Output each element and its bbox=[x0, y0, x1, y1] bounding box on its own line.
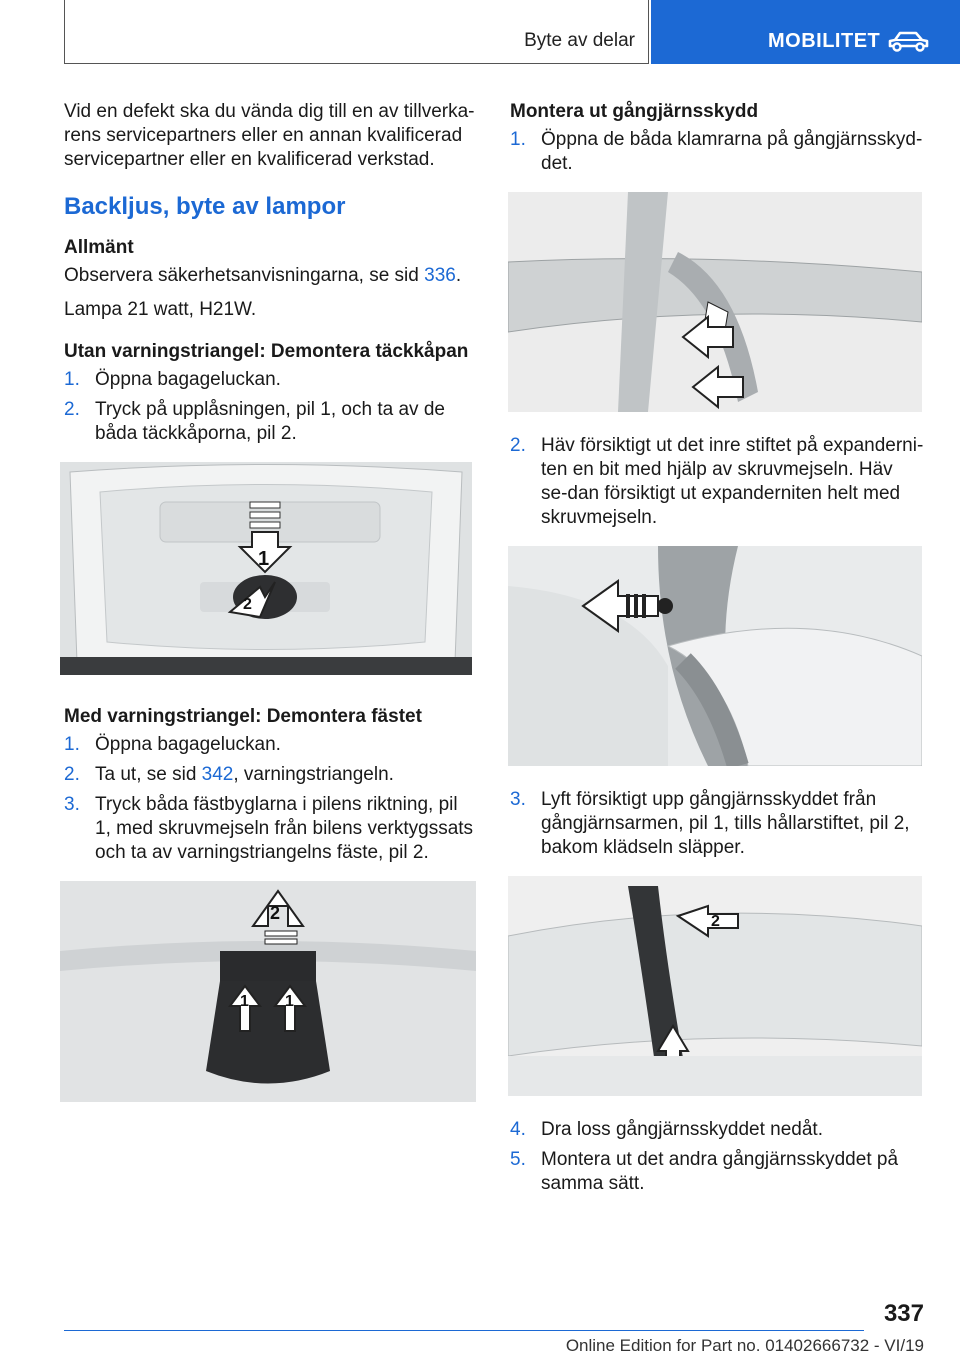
hinge-steps-cont2 bbox=[510, 788, 924, 860]
cover-steps bbox=[64, 368, 476, 446]
general-text: Observera säkerhetsanvisningarna, se sid 336. bbox=[64, 265, 462, 286]
list-item: 2. Häv försiktigt ut det inre stiftet på expanderni-ten en bit med hjälp av skruvmejseln. Häv se-dan försiktigt ut expanderniten helt med skruvmejseln. bbox=[510, 435, 924, 528]
footer-divider bbox=[64, 1330, 864, 1331]
hinge-steps-cont3 bbox=[510, 1118, 924, 1196]
figure-label-1: 1 bbox=[285, 993, 294, 1010]
intro-text: Vid en defekt ska du vända dig till en av tillverka-rens servicepartners eller en annan kvalificerad servicepartner eller en kvalificerad verkstad. bbox=[64, 101, 475, 170]
trunk-lid-figure bbox=[60, 462, 472, 675]
left-column bbox=[64, 100, 476, 1124]
hinge-steps-cont bbox=[510, 434, 924, 530]
expander-rivet-figure bbox=[508, 546, 922, 766]
general-heading: Allmänt bbox=[64, 237, 134, 258]
page-link-336[interactable]: 336 bbox=[424, 265, 456, 286]
section-title: Byte av delar bbox=[524, 30, 635, 51]
cover-heading: Utan varningstriangel: Demontera täckkåpan bbox=[64, 341, 469, 362]
hinge-clamp-figure bbox=[508, 192, 922, 412]
section-heading: Backljus, byte av lampor bbox=[64, 193, 346, 220]
hinge-cover-figure bbox=[508, 876, 922, 1096]
chapter-label: MOBILITET bbox=[768, 30, 881, 52]
right-column bbox=[510, 100, 924, 1202]
list-item: 1. Öppna bagageluckan. bbox=[64, 369, 281, 390]
edition-text: Online Edition for Part no. 01402666732 - VI/19 bbox=[565, 1336, 924, 1355]
bracket-steps bbox=[64, 733, 476, 865]
figure-label-2: 2 bbox=[243, 596, 252, 613]
hinge-steps bbox=[510, 128, 924, 176]
bracket-figure bbox=[60, 881, 476, 1102]
list-item: 2. Tryck på upplåsningen, pil 1, och ta av de båda täckkåporna, pil 2. bbox=[64, 399, 445, 444]
list-item: 3. Lyft försiktigt upp gångjärnsskyddet från gångjärnsarmen, pil 1, tills hållarstiftet, pil 2, bakom klädseln släpper. bbox=[510, 789, 910, 858]
list-item: 2. Ta ut, se sid 342, varningstriangeln. bbox=[64, 764, 394, 785]
page-number: 337 bbox=[883, 1300, 924, 1327]
list-item: 3. Tryck båda fästbyglarna i pilens riktning, pil 1, med skruvmejseln från bilens verktygssats och ta av varningstriangelns fäste, pil 2. bbox=[64, 794, 474, 863]
figure-label-2: 2 bbox=[711, 913, 720, 930]
figure-label-1: 1 bbox=[258, 548, 270, 570]
list-item: 4. Dra loss gångjärnsskyddet nedåt. bbox=[510, 1119, 823, 1140]
list-item: 5. Montera ut det andra gångjärnsskyddet på samma sätt. bbox=[510, 1149, 899, 1194]
lamp-text: Lampa 21 watt, H21W. bbox=[64, 299, 257, 320]
bracket-heading: Med varningstriangel: Demontera fästet bbox=[64, 706, 422, 727]
chapter-tab[interactable] bbox=[651, 0, 960, 64]
figure-label-1: 1 bbox=[240, 993, 249, 1010]
figure-label-2: 2 bbox=[270, 903, 281, 923]
list-item: 1. Öppna bagageluckan. bbox=[64, 734, 281, 755]
list-item: 1. Öppna de båda klamrarna på gångjärnsskyd-det. bbox=[510, 129, 923, 174]
page-link-342[interactable]: 342 bbox=[201, 764, 234, 785]
car-icon bbox=[886, 30, 930, 54]
hinge-heading: Montera ut gångjärnsskydd bbox=[510, 101, 759, 122]
